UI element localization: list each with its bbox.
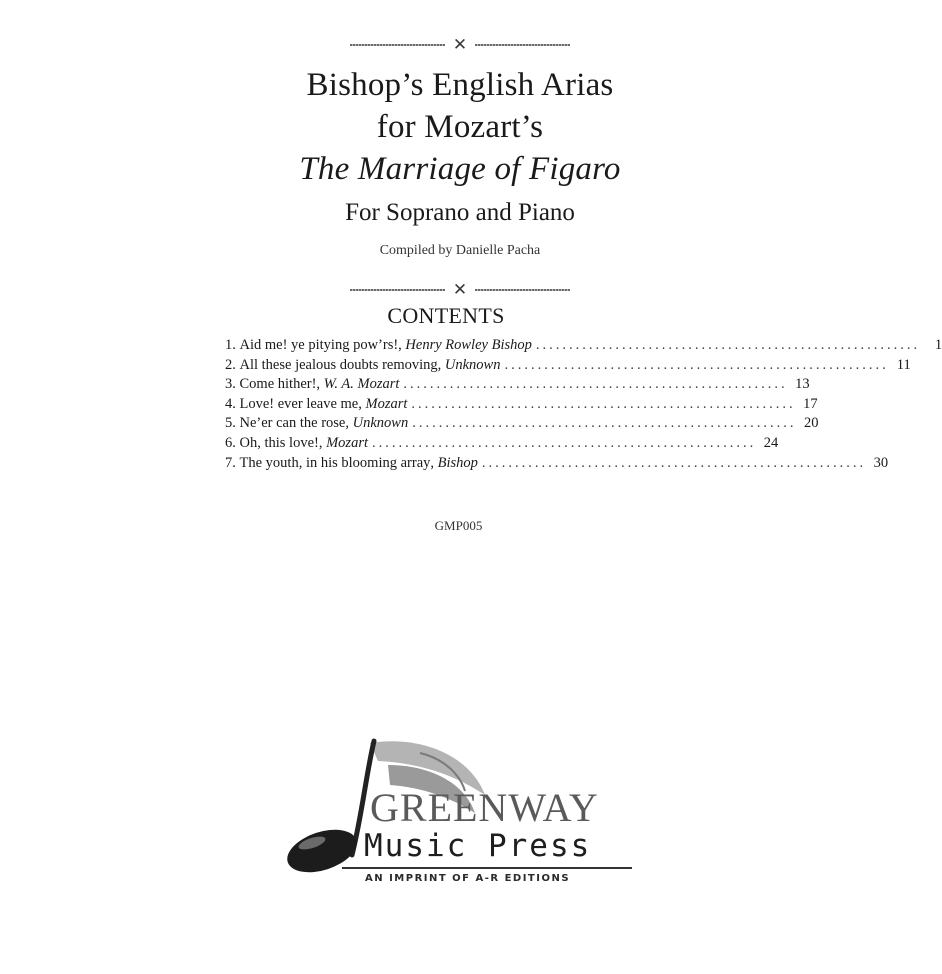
toc-item-composer: Henry Rowley Bishop: [405, 337, 532, 353]
publisher-tagline: AN IMPRINT OF A-R EDITIONS: [365, 873, 571, 884]
toc-item[interactable]: 7. The youth, in his blooming array , Bishop .......................................................... 30: [225, 454, 687, 474]
toc-item-composer: Mozart: [365, 395, 408, 412]
toc-item-page: 30: [873, 454, 889, 471]
compiled-by: Compiled by Danielle Pacha: [379, 243, 541, 258]
toc-item[interactable]: 2. All these jealous doubts removing , Unknown .......................................................... 11: [225, 356, 687, 376]
toc-item[interactable]: 5. Ne’er can the rose , Unknown .......................................................... 20: [225, 414, 687, 434]
ornament-cross-icon: ✕: [452, 280, 468, 300]
publisher-logo: [270, 735, 650, 895]
toc-item-composer: Unknown: [444, 356, 501, 373]
toc-item-page: 20: [803, 415, 819, 432]
toc-item-title: Come hither!: [239, 376, 317, 393]
ornament-cross-icon: ✕: [452, 35, 468, 55]
leader-dots: ..........................................................: [504, 356, 889, 373]
table-of-contents: [225, 336, 942, 473]
toc-item-page: 17: [803, 395, 818, 412]
toc-item-title: Oh, this love!: [239, 434, 319, 451]
toc-item-title: All these jealous doubts removing: [239, 356, 438, 373]
contents-heading: CONTENTS: [387, 303, 505, 328]
toc-item[interactable]: 1. Aid me! ye pitying pow’rs! , Henry Rowley Bishop .......................................................... 1: [225, 336, 687, 356]
middle-ornament-divider: [350, 280, 570, 300]
leader-dots: ..........................................................: [535, 337, 921, 353]
top-ornament-divider: [350, 35, 570, 55]
publisher-name-bottom: Music Press: [364, 828, 592, 864]
logo-rule: [342, 867, 632, 869]
toc-item[interactable]: 3. Come hither! , W. A. Mozart .......................................................... 13: [225, 375, 687, 395]
toc-item-composer: Bishop: [437, 454, 478, 471]
title-line-3: The Marriage of Figaro: [299, 151, 621, 187]
leader-dots: ..........................................................: [403, 376, 788, 393]
toc-item-title: Aid me! ye pitying pow’rs!: [239, 337, 399, 353]
toc-item-title: The youth, in his blooming array: [239, 454, 431, 471]
toc-item-title: Love! ever leave me: [239, 395, 359, 412]
leader-dots: ..........................................................: [372, 434, 757, 451]
toc-item-page: 13: [795, 376, 810, 393]
toc-item-page: 1: [934, 337, 942, 353]
title-line-1: Bishop’s English Arias: [306, 67, 614, 103]
toc-item[interactable]: 4. Love! ever leave me , Mozart .......................................................... 17: [225, 395, 687, 415]
toc-item-composer: Mozart: [326, 434, 368, 451]
publisher-name-top: GREENWAY: [370, 785, 599, 830]
toc-item[interactable]: 6. Oh, this love! , Mozart .......................................................... 24: [225, 434, 687, 454]
toc-item-title: Ne’er can the rose: [239, 415, 346, 432]
subtitle: For Soprano and Piano: [345, 199, 575, 226]
leader-dots: ..........................................................: [481, 454, 867, 471]
catalog-number: GMP005: [434, 518, 483, 533]
toc-item-page: 24: [763, 434, 779, 451]
leader-dots: ..........................................................: [411, 395, 796, 412]
toc-item-composer: Unknown: [352, 415, 409, 432]
title-line-2: for Mozart’s: [376, 109, 544, 145]
leader-dots: ..........................................................: [412, 415, 797, 432]
toc-item-page: 11: [896, 356, 911, 373]
toc-item-composer: W. A. Mozart: [323, 376, 400, 393]
